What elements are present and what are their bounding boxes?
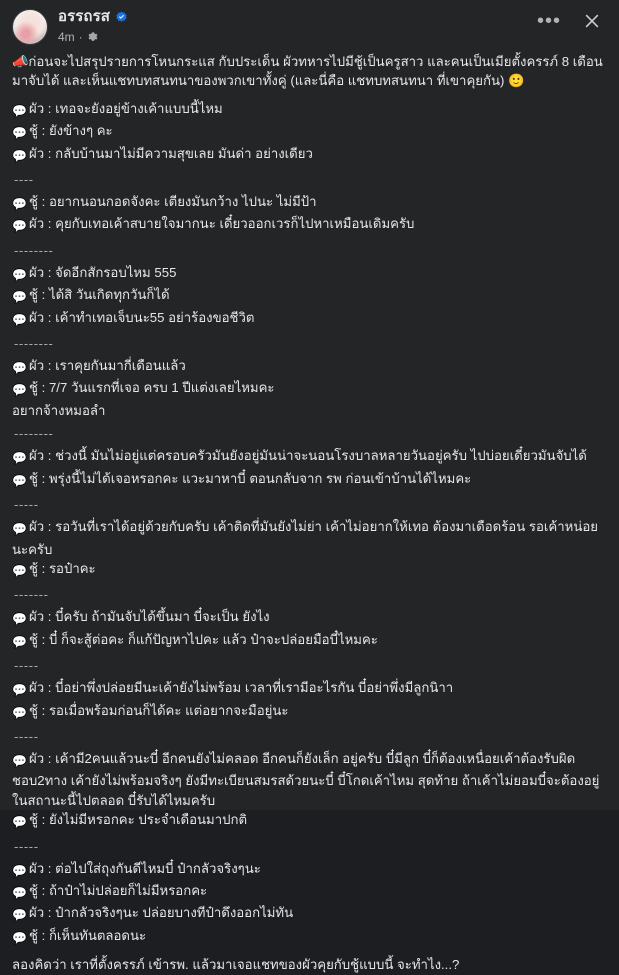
post-intro-text: ก่อนจะไปสรุปรายการโหนกระแส กับประเด็น ผัวทหารไปมีชู้เป็นครูสาว และคนเป็นเมียตั้งครรภ์ 8 เดือนมาจับได้ และเห็นแชทบทสนทนาของพวกเขาทั้งคู่ (และนี่คือ แชทบทสนทนา ที่เขาคุยกัน)	[12, 54, 603, 89]
speech-balloon-icon: 💬	[12, 634, 27, 649]
chat-line	[12, 701, 605, 723]
post-intro-paragraph	[12, 52, 605, 91]
speech-balloon-icon: 💬	[12, 103, 27, 118]
chat-line	[12, 192, 605, 214]
speech-balloon-icon: 💬	[12, 815, 27, 830]
chat-line-text: ผัว : เค้ามี2คนแล้วนะบี๋ อีกคนยังไม่คลอด อีกคนก็ยังเล็ก อยู่ครับ บี๋มีลูก บี๋ก็ต้องเหนื่อยเค้าต้องรับผิดชอบ2ทาง เค้ายังไม่พร้อมจริงๆ ยังมีทะเบียนสมรสด้วยนะบี๋ บี๋โกดเค้าไหม สุดท้าย ถ้าเค้าไม่ยอมบี๋จะต้องอยู่ในสถานะนี้ไปตลอด บี๋รับได้ไหมครับ	[12, 750, 600, 808]
chat-line	[12, 678, 605, 700]
post-author-block	[58, 8, 537, 44]
speech-balloon-icon: 💬	[12, 361, 27, 376]
chat-transcript	[12, 99, 605, 948]
speech-balloon-icon: 💬	[12, 863, 27, 878]
chat-line	[12, 881, 605, 903]
chat-line	[12, 99, 605, 121]
chat-line	[12, 446, 605, 468]
chat-line	[12, 607, 605, 629]
chat-line	[12, 810, 605, 832]
chat-line-text: ชู้ : 7/7 วันแรกที่เจอ ครบ 1 ปีแต่งเลยไหมคะ	[29, 380, 275, 396]
chat-line-text: ชู้ : พรุ่งนี้ไม่ได้เจอหรอกคะ แวะมาหาบี๋ ตอนกลับจาก รพ ก่อนเข้าบ้านได้ไหมคะ	[29, 470, 472, 486]
avatar[interactable]	[12, 9, 48, 45]
chat-line	[12, 308, 605, 330]
speech-balloon-icon: 💬	[12, 197, 27, 212]
chat-line-text: ผัว : บี๋อย่าพึ่งปล่อยมีนะเค้ายังไม่พร้อม เวลาที่เรามีอะไรกัน บี๋อย่าพึ่งมีลูกนิาา	[29, 680, 454, 696]
chat-line	[12, 144, 605, 166]
chat-line	[12, 926, 605, 948]
chat-separator: ----	[14, 172, 34, 188]
speech-balloon-icon: 💬	[12, 683, 27, 698]
chat-line-text: ชู้ : ถ้าป๋าไม่ปล่อยก็ไม่มีหรอกคะ	[29, 882, 208, 898]
post-timestamp[interactable]: 4m	[58, 29, 75, 44]
chat-line-text: ผัว : รอวันที่เราได้อยู่ด้วยกับครับ เค้าติดที่มันยังไม่ย่า เค้าไม่อยากให้เทอ ต้องมาเดือดร้อน รอเค้าหน่อยนะครับ	[12, 519, 598, 557]
speech-balloon-icon: 💬	[12, 612, 27, 627]
chat-line	[12, 517, 605, 559]
speech-balloon-icon: 💬	[12, 473, 27, 488]
chat-separator: -----	[14, 838, 39, 854]
chat-line	[12, 285, 605, 307]
chat-line-text: ชู้ : ยังข้างๆ คะ	[29, 123, 113, 139]
chat-line	[12, 749, 605, 810]
speech-balloon-icon: 💬	[12, 885, 27, 900]
speech-balloon-icon: 💬	[12, 267, 27, 282]
close-icon[interactable]	[583, 12, 601, 30]
chat-separator: --------	[14, 242, 54, 258]
chat-line	[12, 356, 605, 378]
chat-line-text: ผัว : ป๋ากลัวจริงๆนะ ปล่อยบางทีป๋าดึงออกไม่ทัน	[29, 905, 294, 921]
meta-separator: ·	[78, 29, 83, 44]
speech-balloon-icon: 💬	[12, 522, 27, 537]
chat-line-text: ผัว : กลับบ้านมาไม่มีความสุขเลย มันด่า อย่างเดียว	[29, 145, 313, 161]
chat-line-text: ผัว : เทอจะยังอยู่ข้างเค้าแบบนี้ไหม	[29, 100, 223, 116]
speech-balloon-icon: 💬	[12, 290, 27, 305]
chat-line	[12, 378, 605, 400]
chat-separator: -----	[14, 497, 39, 513]
chat-line	[12, 263, 605, 285]
speech-balloon-icon: 💬	[12, 563, 27, 578]
post-header	[0, 0, 619, 52]
chat-separator: --------	[14, 426, 54, 442]
chat-line-text: ชู้ : บี๋ ก็จะสู้ต่อคะ ก็แก้ปัญหาไปคะ แล้ว ป๋าจะปล่อยมือบี๋ไหมคะ	[29, 631, 378, 647]
chat-line-text: ผัว : เราคุยกันมากี่เดือนแล้ว	[29, 358, 186, 374]
verified-badge-icon	[115, 11, 128, 24]
chat-line-text: ผัว : คุยกับเทอเค้าสบายใจมากนะ เดี๋ยวออกเวรก็ไปหาเหมือนเดิมครับ	[29, 216, 415, 232]
chat-line-text: ผัว : จัดอีกสักรอบไหม 555	[29, 264, 177, 280]
chat-line-text: ผัว : ต่อไปใส่ถุงกันดีไหมบี๋ ป๋ากลัวจริงๆนะ	[29, 860, 261, 876]
chat-separator: -------	[14, 587, 49, 603]
speech-balloon-icon: 💬	[12, 705, 27, 720]
chat-line	[12, 469, 605, 491]
chat-line-text: ชู้ : รอเมื่อพร้อมก่อนก็ได้คะ แต่อยากจะมือยู่นะ	[29, 702, 289, 718]
speech-balloon-icon: 💬	[12, 219, 27, 234]
post-body	[0, 52, 619, 975]
chat-line	[12, 121, 605, 143]
chat-line	[12, 903, 605, 925]
megaphone-icon: 📣	[12, 54, 29, 69]
chat-line-text: ชู้ : รอป๋าคะ	[29, 560, 96, 576]
chat-line	[12, 559, 605, 581]
post-closing-text: ลองคิดว่า เราที่ตั้งครรภ์ เข้ารพ. แล้วมาเจอแชทของผัวคุยกับชู้แบบนี้ จะทำไง...?	[12, 957, 460, 973]
chat-line	[12, 859, 605, 881]
smiley-icon: 🙂	[508, 73, 525, 89]
chat-line	[12, 214, 605, 236]
speech-balloon-icon: 💬	[12, 753, 27, 768]
speech-balloon-icon: 💬	[12, 908, 27, 923]
chat-line-text: ผัว : บี๋ครับ ถ้ามันจับได้ขึ้นมา บี๋จะเป็น ยังไง	[29, 609, 270, 625]
speech-balloon-icon: 💬	[12, 383, 27, 398]
chat-line-text: ชู้ : ก็เห็นทันตลอดนะ	[29, 927, 147, 943]
chat-line-text: อยากจ้างหมอลำ	[12, 402, 106, 418]
author-row	[58, 9, 537, 26]
ellipsis-icon[interactable]: •••	[536, 10, 561, 32]
chat-line-text: ชู้ : ได้สิ วันเกิดทุกวันก็ได้	[29, 287, 170, 303]
post-meta	[58, 30, 537, 44]
chat-separator: -----	[14, 728, 39, 744]
chat-plain-line	[12, 401, 605, 420]
chat-line	[12, 630, 605, 652]
post-header-actions	[537, 8, 609, 30]
author-name[interactable]: อรรถรส	[58, 8, 111, 25]
gear-icon[interactable]	[87, 31, 99, 43]
chat-line-text: ชู้ : ยังไม่มีหรอกคะ ประจำเดือนมาปกติ	[29, 812, 248, 828]
chat-separator: -----	[14, 658, 39, 674]
chat-line-text: ผัว : เค้าทำเทอเจ็บนะ55 อย่าร้องขอชีวิต	[29, 309, 255, 325]
chat-line-text: ผัว : ช่วงนี้ มันไม่อยู่แต่ครอบครัวมันยังอยู่มันน่าจะนอนโรงบาลหลายวันอยู่ครับ ไปบ่อยเดี๋ยวมันจับได้	[29, 448, 587, 464]
speech-balloon-icon: 💬	[12, 126, 27, 141]
chat-line-text: ชู้ : อยากนอนกอดจังคะ เตียงมันกว้าง ไปนะ ไม่มีป้า	[29, 194, 317, 210]
speech-balloon-icon: 💬	[12, 312, 27, 327]
speech-balloon-icon: 💬	[12, 451, 27, 466]
speech-balloon-icon: 💬	[12, 930, 27, 945]
speech-balloon-icon: 💬	[12, 148, 27, 163]
chat-separator: --------	[14, 336, 54, 352]
